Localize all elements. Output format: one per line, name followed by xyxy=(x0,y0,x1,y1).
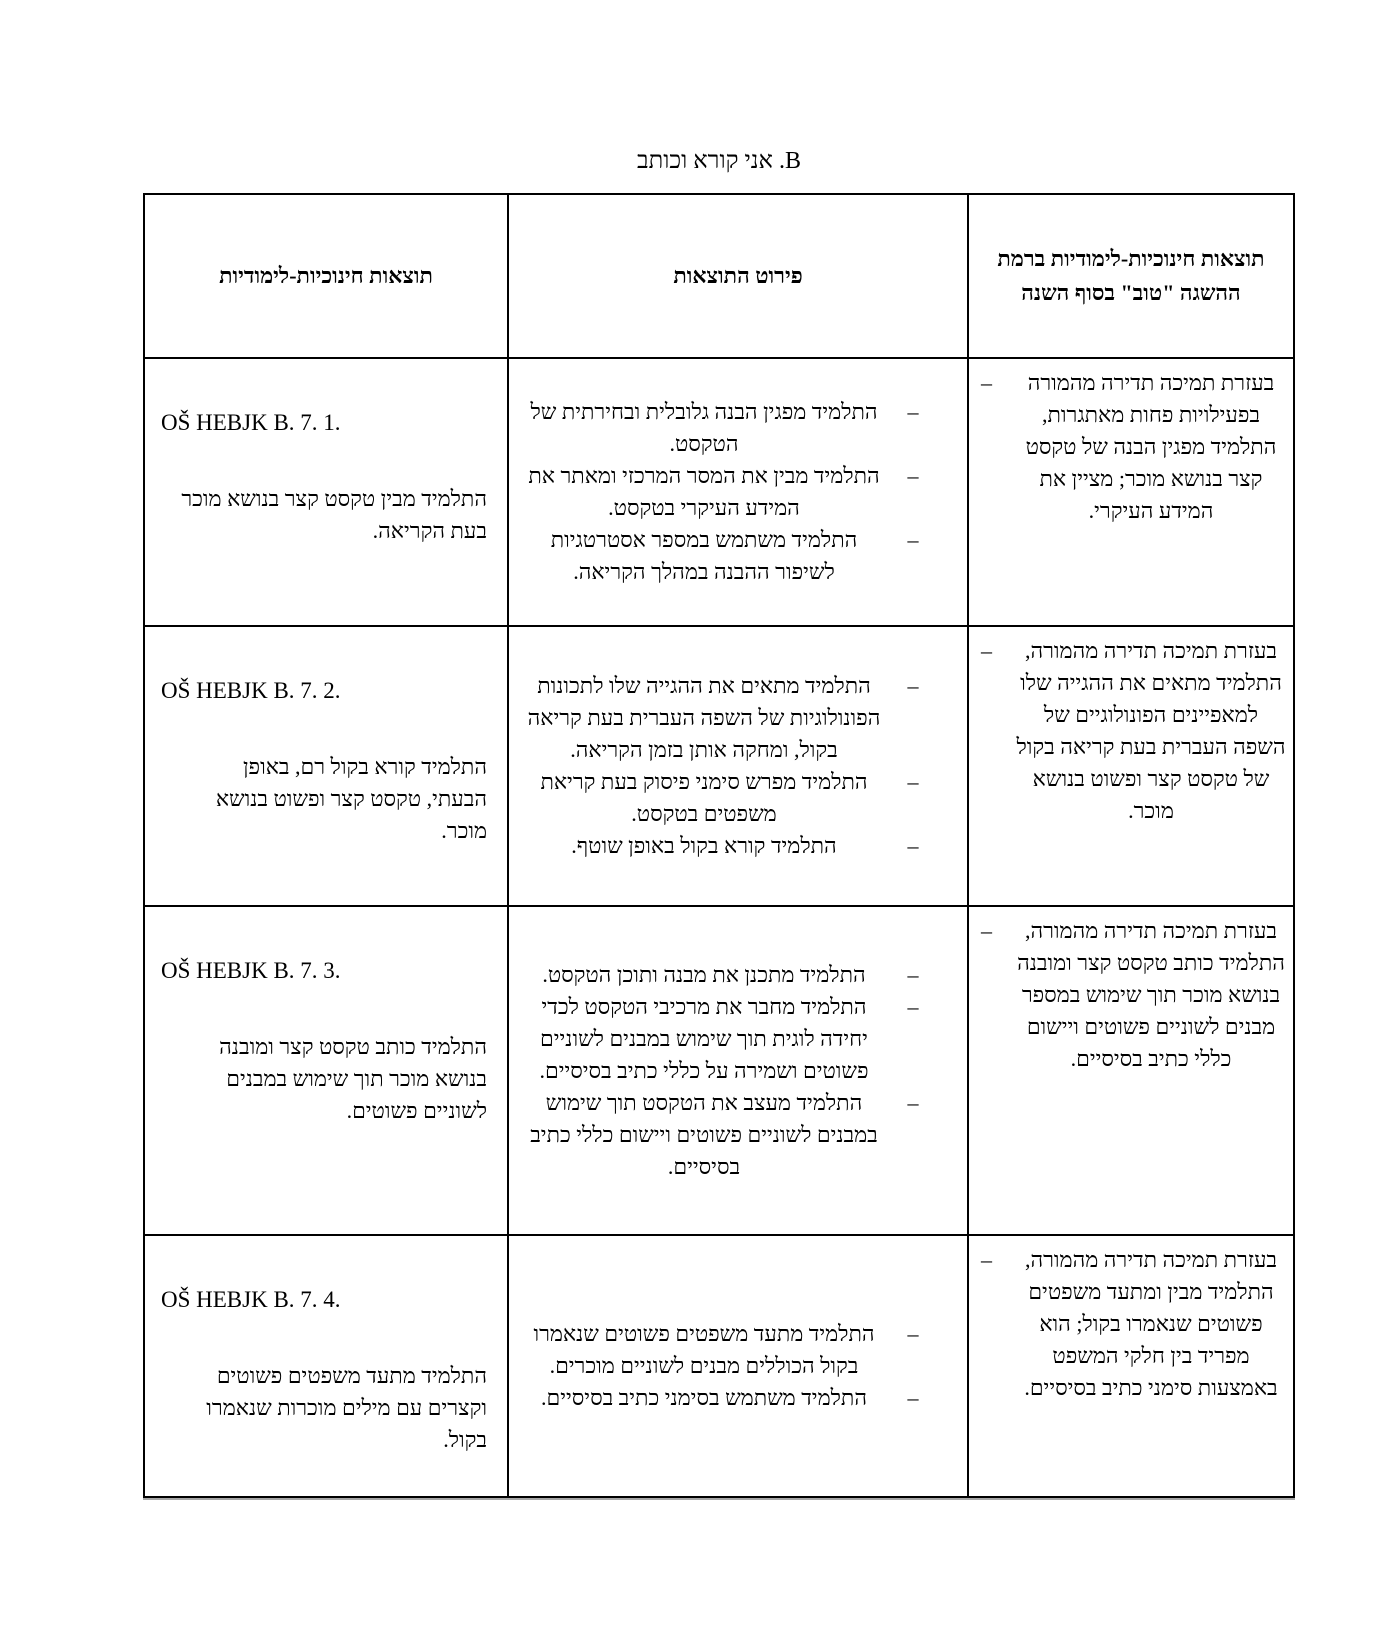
dash-bullet: – xyxy=(907,961,919,987)
detail-item xyxy=(523,1382,941,1414)
outcome-cell-row1 xyxy=(145,357,507,625)
outcome-text: התלמיד מתעד משפטים פשוטים וקצרים עם מילים מוכרות שנאמרו בקול. xyxy=(206,1363,487,1452)
good-level-item xyxy=(973,367,1287,527)
dash-bullet: – xyxy=(907,527,919,552)
dash-bullet: – xyxy=(981,370,992,395)
dash-bullet: – xyxy=(907,833,919,858)
column-header-outcomes: תוצאות חינוכיות-לימודיות xyxy=(219,263,433,288)
details-cell-row3 xyxy=(507,905,967,1234)
outcome-code: OŠ HEBJK B. 7. 4. xyxy=(161,1287,341,1312)
detail-item xyxy=(523,830,941,862)
good-level-cell-row3 xyxy=(967,905,1293,1234)
good-level-item xyxy=(973,1244,1287,1404)
detail-item xyxy=(523,524,941,588)
detail-item xyxy=(523,670,941,766)
outcome-cell-row3 xyxy=(145,905,507,1234)
detail-item xyxy=(523,1318,941,1382)
detail-text: התלמיד מפגין הבנה גלובלית ובחירתית של הטקסט. xyxy=(530,399,878,456)
section-title: B. אני קורא וכותב xyxy=(637,148,801,174)
outcome-text: התלמיד קורא בקול רם, באופן הבעתי, טקסט קצר ופשוט בנושא מוכר. xyxy=(215,754,487,843)
dash-bullet: – xyxy=(907,399,919,424)
details-cell-row2 xyxy=(507,625,967,905)
dash-bullet: – xyxy=(907,1385,919,1410)
good-level-cell-row4 xyxy=(967,1234,1293,1496)
column-header-details: פירוט התוצאות xyxy=(507,195,967,357)
dash-bullet: – xyxy=(907,1321,919,1346)
outcome-text: התלמיד כותב טקסט קצר ומובנה בנושא מוכר תוך שימוש במבנים לשוניים פשוטים. xyxy=(219,1034,487,1123)
detail-text: התלמיד מעצב את הטקסט תוך שימוש במבנים לשוניים פשוטים ויישום כללי כתיב בסיסיים. xyxy=(530,1089,878,1179)
detail-item xyxy=(523,460,941,524)
dash-bullet: – xyxy=(907,673,919,698)
outcome-cell-row4 xyxy=(145,1234,507,1496)
good-level-text: בעזרת תמיכה תדירה מהמורה בפעילויות פחות מאתגרות, התלמיד מפגין הבנה של טקסט קצר בנושא מוכר; מציין את המידע העיקרי. xyxy=(1025,370,1277,523)
detail-item xyxy=(523,1087,941,1183)
dash-bullet: – xyxy=(981,1247,992,1272)
detail-item xyxy=(523,991,941,1087)
good-level-text: בעזרת תמיכה תדירה מהמורה, התלמיד מבין ומתעד משפטים פשוטים שנאמרו בקול; הוא מפריד בין חלקי המשפט באמצעות סימני כתיב בסיסיים. xyxy=(1024,1247,1278,1400)
dash-bullet: – xyxy=(981,638,992,663)
details-cell-row1 xyxy=(507,357,967,625)
outcomes-table xyxy=(143,193,1295,1498)
detail-text: התלמיד מתעד משפטים פשוטים שנאמרו בקול הכוללים מבנים לשוניים מוכרים. xyxy=(533,1321,875,1378)
good-level-text: בעזרת תמיכה תדירה מהמורה, התלמיד מתאים את ההגייה שלו למאפיינים הפונולוגיים של השפה העברית בעת קריאה בקול של טקסט קצר ופשוט בנושא מוכר. xyxy=(1016,638,1286,823)
detail-text: התלמיד משתמש במספר אסטרטגיות לשיפור ההבנה במהלך הקריאה. xyxy=(550,527,858,584)
outcome-code: OŠ HEBJK B. 7. 2. xyxy=(161,678,341,703)
good-level-item xyxy=(973,635,1287,827)
detail-text: התלמיד מפרש סימני פיסוק בעת קריאת משפטים בטקסט. xyxy=(540,769,868,826)
detail-item xyxy=(523,766,941,830)
detail-text: התלמיד משתמש בסימני כתיב בסיסיים. xyxy=(541,1385,867,1410)
dash-bullet: – xyxy=(907,463,919,488)
outcome-cell-row2 xyxy=(145,625,507,905)
dash-bullet: – xyxy=(981,918,992,943)
dash-bullet: – xyxy=(907,1089,919,1115)
dash-bullet: – xyxy=(907,769,919,794)
good-level-cell-row1 xyxy=(967,357,1293,625)
outcome-code: OŠ HEBJK B. 7. 1. xyxy=(161,410,341,435)
details-cell-row4 xyxy=(507,1234,967,1496)
outcome-text: התלמיד מבין טקסט קצר בנושא מוכר בעת הקריאה. xyxy=(181,486,487,543)
dash-bullet: – xyxy=(907,993,919,1019)
detail-text: התלמיד מחבר את מרכיבי הטקסט לכדי יחידה לוגית תוך שימוש במבנים לשוניים פשוטים ושמירה על כללי כתיב בסיסיים. xyxy=(539,993,869,1083)
detail-item xyxy=(523,959,941,991)
detail-text: התלמיד מבין את המסר המרכזי ומאתר את המידע העיקרי בטקסט. xyxy=(528,463,880,520)
good-level-item xyxy=(973,915,1287,1075)
detail-text: התלמיד מתאים את ההגייה שלו לתכונות הפונולוגיות של השפה העברית בעת קריאה בקול, ומחקה אותן בזמן הקריאה. xyxy=(527,673,881,762)
detail-item xyxy=(523,396,941,460)
detail-text: התלמיד קורא בקול באופן שוטף. xyxy=(571,833,837,858)
detail-text: התלמיד מתכנן את מבנה ותוכן הטקסט. xyxy=(542,961,866,987)
good-level-cell-row2 xyxy=(967,625,1293,905)
column-header-good-level: תוצאות חינוכיות-לימודיות ברמת ההשגה "טוב" בסוף השנה xyxy=(967,195,1293,357)
outcome-code: OŠ HEBJK B. 7. 3. xyxy=(161,958,341,983)
good-level-text: בעזרת תמיכה תדירה מהמורה, התלמיד כותב טקסט קצר ומובנה בנושא מוכר תוך שימוש במספר מבנים לשוניים פשוטים ויישום כללי כתיב בסיסיים. xyxy=(1017,918,1285,1071)
